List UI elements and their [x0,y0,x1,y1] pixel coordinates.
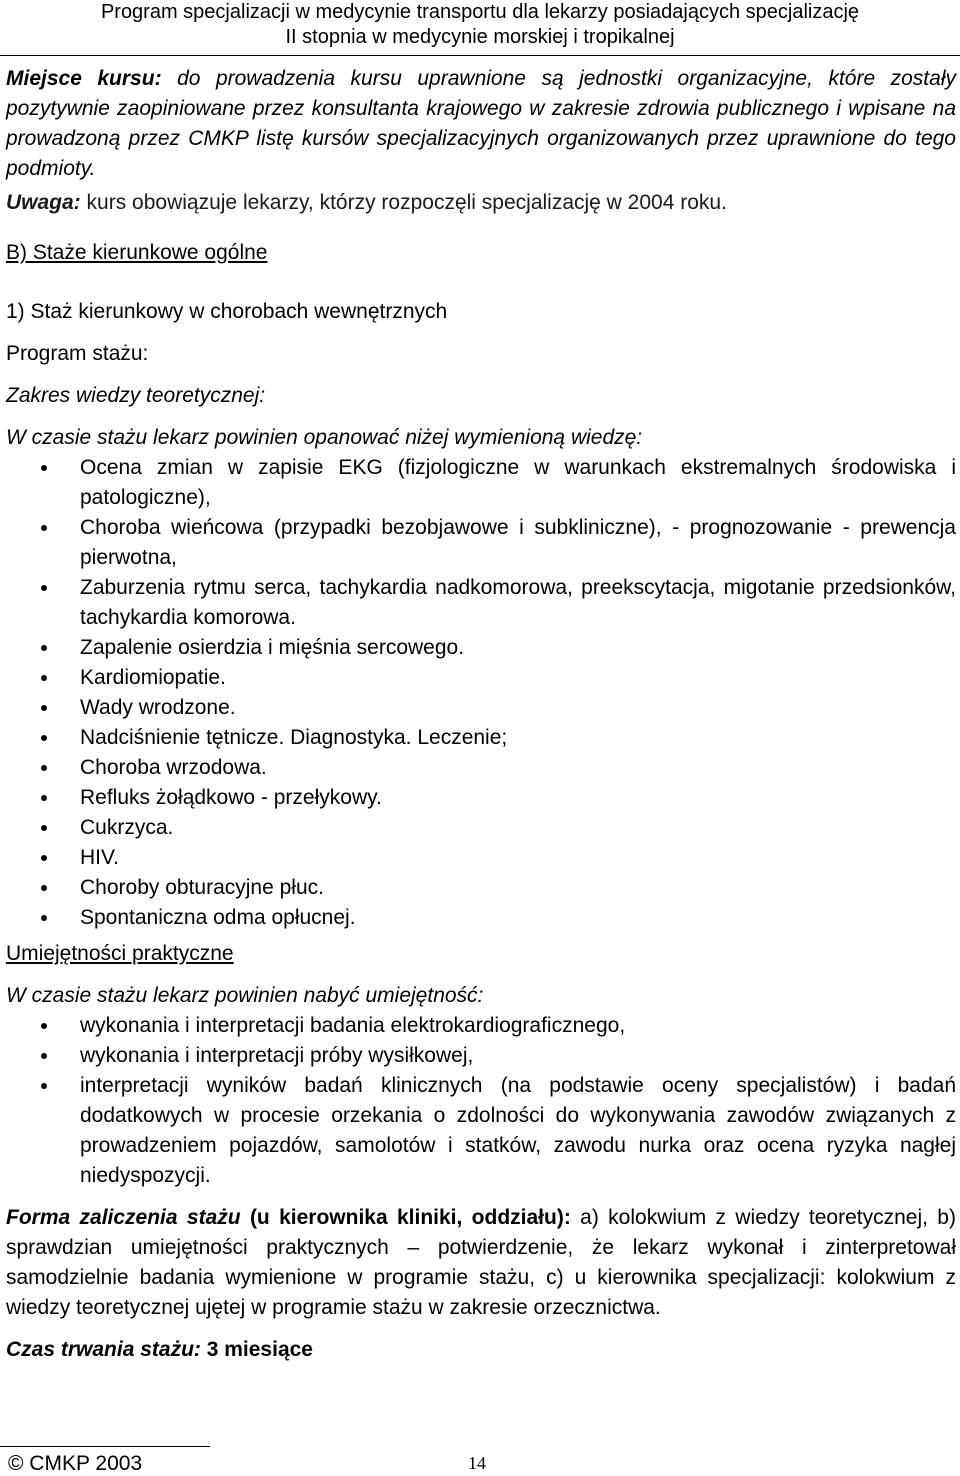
forma-label-bold: (u kierownika kliniki, oddziału): [249,1206,571,1229]
list-item: Zapalenie osierdzia i mięśnia sercowego. [6,633,956,663]
bullet-icon [41,735,47,741]
header-line-2: II stopnia w medycynie morskiej i tropikalnej [285,26,675,48]
miejsce-kursu-text: do prowadzenia kursu uprawnione są jednostki organizacyjne, które zostały pozytywnie zaopiniowane przez konsultanta krajowego w zakresie zdrowia publicznego i wpisane na prowadzoną przez CMKP listę kursów specjalizacyjnych organizowanych przez uprawnione do tego podmioty. [6,67,956,180]
bullet-icon [41,645,47,651]
miejsce-kursu-paragraph [6,64,956,184]
list-item: Ocena zmian w zapisie EKG (fizjologiczne w warunkach ekstremalnych środowiska i patologiczne), [6,453,956,513]
bullet-icon [41,465,47,471]
forma-label-italic: Forma zaliczenia stażu [6,1206,241,1229]
forma-text: a) kolokwium z wiedzy teoretycznej, b) sprawdzian umiejętności praktycznych – potwierdzenie, że lekarz wykonał i zinterpretował samodzielnie badania wymienione w programie stażu, c) u kierownika specjalizacji: kolokwium z wiedzy teoretycznej ujętej w programie stażu w zakresie orzecznictwa. [6,1206,956,1319]
miejsce-kursu-label: Miejsce kursu: [6,67,162,90]
header-rule [0,55,960,56]
list-item: Spontaniczna odma opłucnej. [6,903,956,933]
knowledge-intro: W czasie stażu lekarz powinien opanować niżej wymienioną wiedzę: [6,426,643,449]
page-content [6,64,956,1365]
list-item: wykonania i interpretacji próby wysiłkowej, [6,1041,956,1071]
list-item: Refluks żołądkowo - przełykowy. [6,783,956,813]
header-line-1: Program specjalizacji w medycynie transportu dla lekarzy posiadających specjalizację [100,1,860,23]
list-item: Wady wrodzone. [6,693,956,723]
czas-label: Czas trwania stażu: [6,1338,201,1361]
knowledge-list [6,453,956,933]
bullet-icon [41,795,47,801]
skills-heading: Umiejętności praktyczne [6,942,234,965]
list-item: Choroba wrzodowa. [6,753,956,783]
list-item: Kardiomiopatie. [6,663,956,693]
copyright-text: © CMKP 2003 [8,1452,143,1475]
staz-1-title: 1) Staż kierunkowy w chorobach wewnętrznych [6,300,448,323]
zakres-wiedzy-heading: Zakres wiedzy teoretycznej: [6,384,266,407]
uwaga-text: kurs obowiązuje lekarzy, którzy rozpoczęli specjalizację w 2004 roku. [86,191,727,214]
bullet-icon [41,1023,47,1029]
section-b-heading: B) Staże kierunkowe ogólne [6,241,268,264]
forma-zaliczenia-paragraph [6,1203,956,1323]
bullet-icon [41,1083,47,1089]
list-item: Choroba wieńcowa (przypadki bezobjawowe i subkliniczne), - prognozowanie - prewencja pierwotna, [6,513,956,573]
bullet-icon [41,915,47,921]
czas-trwania [6,1335,956,1365]
skills-list [6,1011,956,1191]
list-item: Choroby obturacyjne płuc. [6,873,956,903]
list-item: Zaburzenia rytmu serca, tachykardia nadkomorowa, preekscytacja, migotanie przedsionków, tachykardia komorowa. [6,573,956,633]
uwaga-label: Uwaga: [6,191,81,214]
footer-rule [0,1446,210,1447]
list-item: Cukrzyca. [6,813,956,843]
bullet-icon [41,585,47,591]
bullet-icon [41,705,47,711]
bullet-icon [41,825,47,831]
page-header [0,0,960,50]
list-item: interpretacji wyników badań klinicznych (na podstawie oceny specjalistów) i badań dodatkowych w procesie orzekania o zdolności do wykonywania zawodów związanych z prowadzeniem pojazdów, samolotów i statków, zawodu nurka oraz ocena ryzyka nagłej niedyspozycji. [6,1071,956,1191]
uwaga-paragraph [6,188,956,218]
list-item: HIV. [6,843,956,873]
list-item: wykonania i interpretacji badania elektrokardiograficznego, [6,1011,956,1041]
page-number: 14 [468,1453,486,1473]
bullet-icon [41,765,47,771]
bullet-icon [41,855,47,861]
czas-value: 3 miesiące [206,1338,313,1361]
list-item: Nadciśnienie tętnicze. Diagnostyka. Leczenie; [6,723,956,753]
bullet-icon [41,525,47,531]
skills-intro: W czasie stażu lekarz powinien nabyć umiejętność: [6,984,484,1007]
program-stazu-heading: Program stażu: [6,342,149,365]
bullet-icon [41,675,47,681]
bullet-icon [41,885,47,891]
bullet-icon [41,1053,47,1059]
